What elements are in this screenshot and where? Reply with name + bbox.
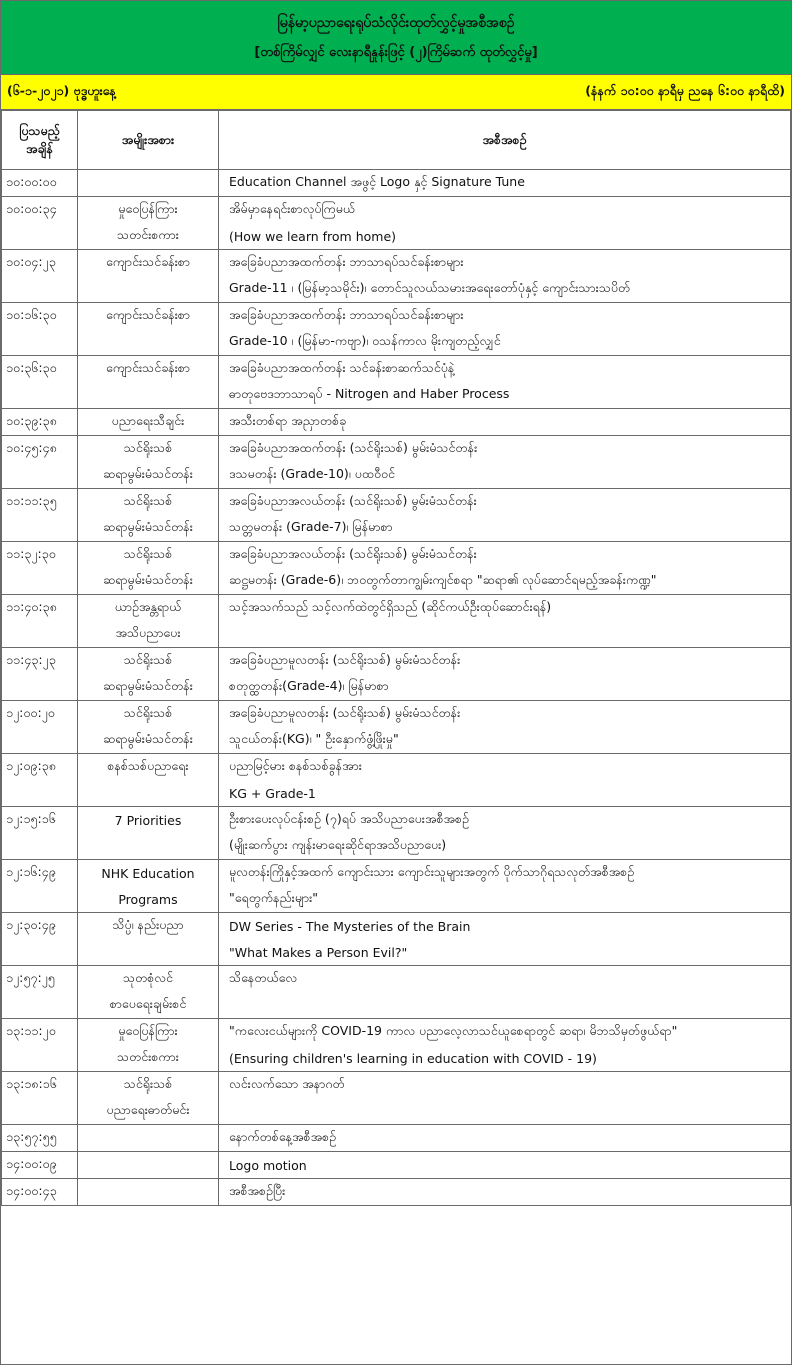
category-cell: အသိပညာပေး (78, 621, 219, 648)
program-cell (219, 1098, 791, 1125)
page-subtitle: [တစ်ကြိမ်လျှင် လေးနာရီနှုန်းဖြင့် (၂)ကြိမ်ဆက် ထုတ်လွှင့်မှု] (254, 44, 538, 60)
program-cell: Grade-10 ၊ (မြန်မာ-ကဗျာ)၊ ဝသန်ကာလ မိုးကျတည့်လျှင် (219, 329, 791, 356)
schedule-rows (2, 170, 791, 1206)
category-cell (78, 939, 219, 966)
table-header-row (2, 111, 791, 170)
time-cell: ၁၂:၀၀:၂၀ (2, 701, 78, 728)
table-row (2, 1072, 791, 1099)
program-cell: သိနေတယ်လေ (219, 966, 791, 993)
time-cell (2, 1098, 78, 1125)
table-row (2, 382, 791, 409)
broadcast-hours: (နံနက် ၁၀:၀၀ နာရီမှ ညနေ ၆:၀၀ နာရီထိ) (585, 82, 785, 98)
column-header-program: အစီအစဉ် (219, 111, 791, 170)
time-cell (2, 329, 78, 356)
program-cell: အသီးတစ်ရာ အညှာတစ်ခု (219, 409, 791, 436)
time-cell: ၁၄:၀၀:၄၃ (2, 1179, 78, 1206)
table-row (2, 648, 791, 675)
time-cell: ၁၀:၁၆:၃၀ (2, 303, 78, 330)
category-cell: သင်ရိုးသစ် (78, 542, 219, 569)
category-cell (78, 170, 219, 197)
program-cell (219, 621, 791, 648)
table-row (2, 1019, 791, 1046)
table-row (2, 356, 791, 383)
date-band (1, 75, 791, 110)
table-row (2, 621, 791, 648)
table-row (2, 250, 791, 277)
column-header-time: ပြသမည့် အချိန် (2, 111, 78, 170)
category-cell: မှုဝေပြန်ကြား (78, 197, 219, 224)
program-cell: ဓာတုဗေဒဘာသာရပ် - Nitrogen and Haber Process (219, 382, 791, 409)
table-row (2, 542, 791, 569)
program-cell: အခြေခံပညာမူလတန်း (သင်ရိုးသစ်) မွမ်းမံသင်တန်း (219, 648, 791, 675)
program-cell: ဦးစားပေးလုပ်ငန်းစဉ် (၇)ရပ် အသိပညာပေးအစီအစဉ် (219, 807, 791, 834)
table-row (2, 223, 791, 250)
category-cell: သင်ရိုးသစ် (78, 436, 219, 463)
program-cell: အခြေခံပညာအထက်တန်း သင်ခန်းစာဆက်သင်ပုံနဲ့ (219, 356, 791, 383)
program-cell: (Ensuring children's learning in education with COVID - 19) (219, 1045, 791, 1072)
time-cell: ၁၂:၁၆:၄၉ (2, 860, 78, 887)
category-cell: သိပ္ပံ၊ နည်းပညာ (78, 913, 219, 940)
schedule-table (1, 110, 791, 1206)
time-cell: ၁၁:၄၃:၂၃ (2, 648, 78, 675)
category-cell (78, 276, 219, 303)
time-cell (2, 939, 78, 966)
time-cell (2, 886, 78, 913)
table-row (2, 966, 791, 993)
category-cell (78, 1179, 219, 1206)
table-row (2, 303, 791, 330)
time-cell (2, 515, 78, 542)
category-cell: သတင်းစကား (78, 223, 219, 250)
category-cell (78, 1152, 219, 1179)
time-cell: ၁၀:၀၄:၂၃ (2, 250, 78, 277)
program-cell: Logo motion (219, 1152, 791, 1179)
program-cell: DW Series - The Mysteries of the Brain (219, 913, 791, 940)
table-row (2, 807, 791, 834)
category-cell: သင်ရိုးသစ် (78, 701, 219, 728)
time-cell: ၁၂:၅၇:၂၅ (2, 966, 78, 993)
category-cell: ဆရာမွမ်းမံသင်တန်း (78, 568, 219, 595)
program-cell: အခြေခံပညာအထက်တန်း ဘာသာရပ်သင်ခန်းစာများ (219, 303, 791, 330)
table-row (2, 436, 791, 463)
time-cell (2, 674, 78, 701)
title-band (1, 1, 791, 75)
time-cell: ၁၀:၀၀:၀၀ (2, 170, 78, 197)
time-cell (2, 992, 78, 1019)
category-cell: 7 Priorities (78, 807, 219, 834)
program-cell: "ရေတွက်နည်းများ" (219, 886, 791, 913)
time-cell (2, 727, 78, 754)
category-cell: ကျောင်းသင်ခန်းစာ (78, 356, 219, 383)
program-cell: လင်းလက်သော အနာဂတ် (219, 1072, 791, 1099)
table-row (2, 674, 791, 701)
category-cell: စနစ်သစ်ပညာရေး (78, 754, 219, 781)
table-row (2, 1125, 791, 1152)
table-row (2, 197, 791, 224)
table-row (2, 860, 791, 887)
table-row (2, 462, 791, 489)
program-cell: (How we learn from home) (219, 223, 791, 250)
program-cell: "What Makes a Person Evil?" (219, 939, 791, 966)
table-row (2, 276, 791, 303)
category-cell: စာပေရေးချမ်းစင် (78, 992, 219, 1019)
table-row (2, 727, 791, 754)
program-cell: အိမ်မှာနေရင်းစာလုပ်ကြမယ် (219, 197, 791, 224)
category-cell: သင်ရိုးသစ် (78, 489, 219, 516)
time-cell: ၁၁:၁၁:၃၅ (2, 489, 78, 516)
category-cell: ဆရာမွမ်းမံသင်တန်း (78, 515, 219, 542)
program-cell: အခြေခံပညာအထက်တန်း ဘာသာရပ်သင်ခန်းစာများ (219, 250, 791, 277)
program-cell: မူလတန်းကြိုနှင့်အထက် ကျောင်းသား ကျောင်းသူများအတွက် ပိုက်သာဂိုရသလုတ်အစီအစဉ် (219, 860, 791, 887)
table-row (2, 939, 791, 966)
page-title: မြန်မာ့ပညာရေးရုပ်သံလိုင်းထုတ်လွှင့်မှုအစီအစဉ် (277, 14, 515, 31)
time-cell (2, 621, 78, 648)
category-cell (78, 780, 219, 807)
program-cell: Education Channel အဖွင့် Logo နှင့် Signature Tune (219, 170, 791, 197)
table-row (2, 780, 791, 807)
category-cell: ပညာရေးသီချင်း (78, 409, 219, 436)
program-cell: အစီအစဉ်ပြီး (219, 1179, 791, 1206)
program-cell: အခြေခံပညာအထက်တန်း (သင်ရိုးသစ်) မွမ်းမံသင်တန်း (219, 436, 791, 463)
table-row (2, 913, 791, 940)
category-cell: ယာဉ်အန္တရာယ် (78, 595, 219, 622)
category-cell: မှုဝေပြန်ကြား (78, 1019, 219, 1046)
category-cell: ဆရာမွမ်းမံသင်တန်း (78, 462, 219, 489)
time-cell: ၁၃:၁၁:၂၀ (2, 1019, 78, 1046)
category-cell (78, 1125, 219, 1152)
program-cell: အခြေခံပညာမူလတန်း (သင်ရိုးသစ်) မွမ်းမံသင်တန်း (219, 701, 791, 728)
time-cell: ၁၀:၄၅:၄၈ (2, 436, 78, 463)
program-cell: သတ္တမတန်း (Grade-7)၊ မြန်မာစာ (219, 515, 791, 542)
time-cell (2, 276, 78, 303)
table-row (2, 329, 791, 356)
program-cell: နောက်တစ်နေ့အစီအစဉ် (219, 1125, 791, 1152)
time-cell (2, 833, 78, 860)
time-cell: ၁၂:၁၅:၁၆ (2, 807, 78, 834)
table-row (2, 754, 791, 781)
table-row (2, 409, 791, 436)
program-cell: "ကလေးငယ်များကို COVID-19 ကာလ ပညာလေ့လာသင်ယူစေရာတွင် ဆရာ၊ မိဘသိမှတ်ဖွယ်ရာ" (219, 1019, 791, 1046)
table-row (2, 701, 791, 728)
category-cell: Programs (78, 886, 219, 913)
program-cell: သူငယ်တန်း(KG)၊ " ဦးနှောက်ဖွံ့ဖြိုးမှု" (219, 727, 791, 754)
program-cell: ဆဋ္ဌမတန်း (Grade-6)၊ ဘဝတွက်တာကျွမ်းကျင်စရာ "ဆရာ၏ လုပ်ဆောင်ရမည့်အခန်းကဏ္ဍ" (219, 568, 791, 595)
program-cell: KG + Grade-1 (219, 780, 791, 807)
time-cell: ၁၂:၃၀:၄၉ (2, 913, 78, 940)
table-row (2, 1152, 791, 1179)
category-cell: ကျောင်းသင်ခန်းစာ (78, 250, 219, 277)
category-cell: ပညာရေးဓာတ်မင်း (78, 1098, 219, 1125)
broadcast-date: (၆-၁-၂၀၂၁) ဗုဒ္ဓဟူးနေ့ (7, 82, 116, 98)
program-cell (219, 992, 791, 1019)
category-cell (78, 329, 219, 356)
category-cell: NHK Education (78, 860, 219, 887)
program-cell: စတုတ္ထတန်း(Grade-4)၊ မြန်မာစာ (219, 674, 791, 701)
program-cell: အခြေခံပညာအလယ်တန်း (သင်ရိုးသစ်) မွမ်းမံသင်တန်း (219, 542, 791, 569)
table-row (2, 515, 791, 542)
program-cell: ဒသမတန်း (Grade-10)၊ ပထဝီဝင် (219, 462, 791, 489)
table-row (2, 1098, 791, 1125)
time-cell (2, 223, 78, 250)
category-cell: ကျောင်းသင်ခန်းစာ (78, 303, 219, 330)
time-cell: ၁၀:၀၀:၃၄ (2, 197, 78, 224)
program-cell: Grade-11 ၊ (မြန်မာ့သမိုင်း)၊ တောင်သူလယ်သမားအရေးတော်ပုံနှင့် ကျောင်းသားသပိတ် (219, 276, 791, 303)
time-cell (2, 780, 78, 807)
category-cell: သင်ရိုးသစ် (78, 648, 219, 675)
table-row (2, 595, 791, 622)
table-row (2, 489, 791, 516)
table-row (2, 1045, 791, 1072)
time-cell (2, 382, 78, 409)
category-cell: သုတစုံလင် (78, 966, 219, 993)
time-cell: ၁၃:၁၈:၁၆ (2, 1072, 78, 1099)
time-cell: ၁၀:၃၆:၃၀ (2, 356, 78, 383)
time-cell: ၁၀:၃၉:၃၈ (2, 409, 78, 436)
category-cell: သတင်းစကား (78, 1045, 219, 1072)
program-cell: သင့်အသက်သည် သင့်လက်ထဲတွင်ရှိသည် (ဆိုင်ကယ်ဦးထုပ်ဆောင်းရန်) (219, 595, 791, 622)
column-header-category: အမျိုးအစား (78, 111, 219, 170)
program-cell: အခြေခံပညာအလယ်တန်း (သင်ရိုးသစ်) မွမ်းမံသင်တန်း (219, 489, 791, 516)
category-cell (78, 833, 219, 860)
table-row (2, 992, 791, 1019)
table-row (2, 1179, 791, 1206)
time-cell: ၁၁:၄၀:၃၈ (2, 595, 78, 622)
time-cell: ၁၄:၀၀:၀၉ (2, 1152, 78, 1179)
time-cell: ၁၁:၃၂:၃၀ (2, 542, 78, 569)
table-row (2, 886, 791, 913)
table-row (2, 568, 791, 595)
time-cell: ၁၂:၀၉:၃၈ (2, 754, 78, 781)
category-cell: သင်ရိုးသစ် (78, 1072, 219, 1099)
table-row (2, 170, 791, 197)
program-cell: ပညာမြင့်မား စနစ်သစ်ခွန်အား (219, 754, 791, 781)
category-cell: ဆရာမွမ်းမံသင်တန်း (78, 674, 219, 701)
time-cell (2, 462, 78, 489)
time-cell (2, 568, 78, 595)
time-cell: ၁၃:၅၇:၅၅ (2, 1125, 78, 1152)
program-cell: (မျိုးဆက်ပွား ကျန်းမာရေးဆိုင်ရာအသိပညာပေး) (219, 833, 791, 860)
category-cell: ဆရာမွမ်းမံသင်တန်း (78, 727, 219, 754)
category-cell (78, 382, 219, 409)
time-cell (2, 1045, 78, 1072)
table-row (2, 833, 791, 860)
